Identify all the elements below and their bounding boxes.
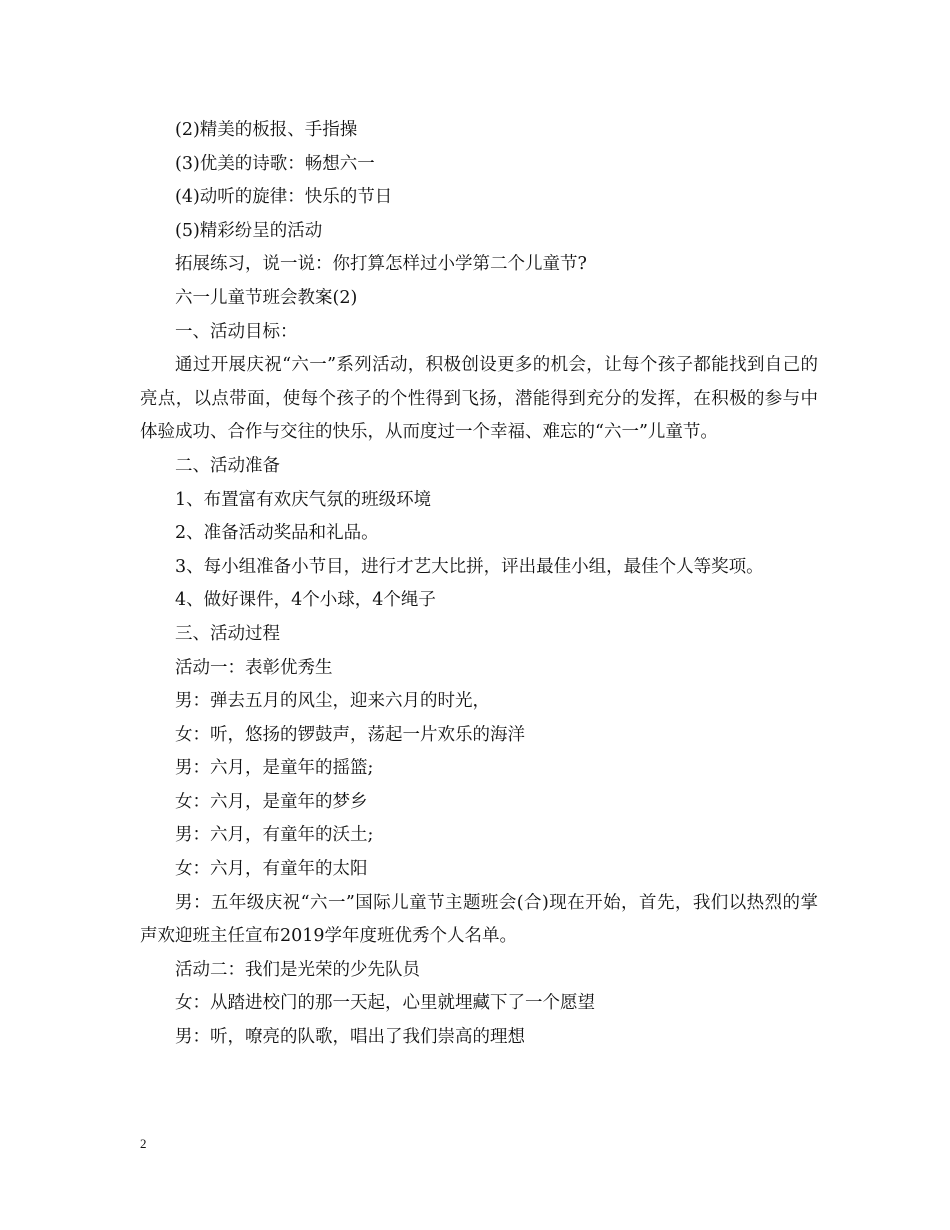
paragraph: (4)动听的旋律：快乐的节日 (175, 187, 393, 208)
dialogue-line: 男：五年级庆祝“六一”国际儿童节主题班会(合)现在开始，首先，我们以热烈的掌声欢迎班主任宣布2019学年度班优秀个人名单。 (140, 892, 818, 947)
list-item: 1、布置富有欢庆气氛的班级环境 (175, 489, 432, 510)
paragraph: (2)精美的板报、手指操 (175, 120, 358, 140)
dialogue-line: 女：六月，有童年的太阳 (175, 859, 368, 880)
paragraph: (3)优美的诗歌：畅想六一 (175, 153, 375, 174)
heading-objectives: 一、活动目标： (175, 321, 298, 342)
dialogue-line: 男：六月，是童年的摇篮; (175, 758, 374, 779)
dialogue-line: 女：从踏进校门的那一天起，心里就埋藏下了一个愿望 (175, 993, 595, 1014)
paragraph: (5)精彩纷呈的活动 (175, 220, 323, 241)
list-item: 4、做好课件，4个小球，4个绳子 (175, 590, 436, 611)
dialogue-line: 男：六月，有童年的沃土; (175, 825, 374, 846)
page-number: 2 (140, 1136, 147, 1151)
activity-title: 活动一：表彰优秀生 (175, 657, 333, 678)
dialogue-line: 女：六月，是童年的梦乡 (175, 791, 368, 812)
heading-process: 三、活动过程 (175, 623, 280, 644)
document-body (140, 114, 818, 1055)
dialogue-line: 女：听，悠扬的锣鼓声，荡起一片欢乐的海洋 (175, 724, 525, 745)
activity-title: 活动二：我们是光荣的少先队员 (175, 959, 420, 980)
dialogue-line: 男：听，嘹亮的队歌，唱出了我们崇高的理想 (175, 1027, 525, 1048)
list-item: 3、每小组准备小节目，进行才艺大比拼，评出最佳小组，最佳个人等奖项。 (175, 556, 764, 577)
section-title: 六一儿童节班会教案(2) (175, 287, 358, 308)
heading-preparation: 二、活动准备 (175, 455, 280, 476)
paragraph: 拓展练习，说一说：你打算怎样过小学第二个儿童节? (175, 254, 587, 275)
paragraph: 通过开展庆祝“六一”系列活动，积极创设更多的机会，让每个孩子都能找到自己的亮点，以点带面，使每个孩子的个性得到飞扬，潜能得到充分的发挥，在积极的参与中体验成功、合作与交往的快乐，从而度过一个幸福、难忘的“六一”儿童节。 (140, 355, 818, 443)
list-item: 2、准备活动奖品和礼品。 (175, 523, 379, 544)
dialogue-line: 男：弹去五月的风尘，迎来六月的时光， (175, 691, 490, 712)
